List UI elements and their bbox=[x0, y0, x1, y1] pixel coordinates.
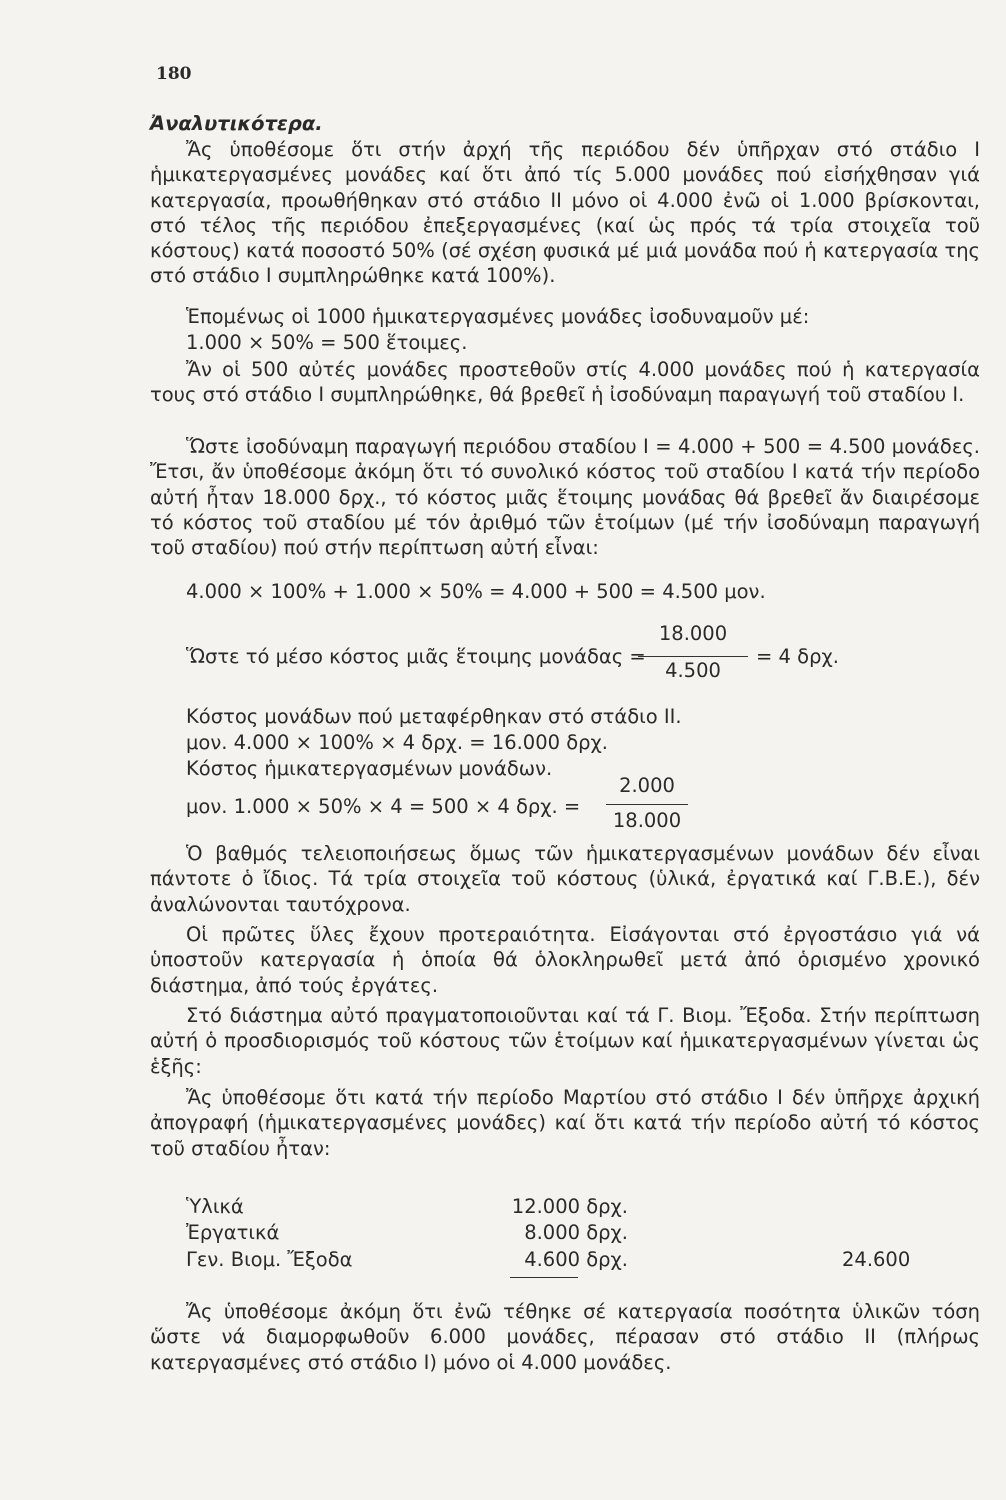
cost-label-labor: Ἐργατικά bbox=[186, 1221, 280, 1244]
semi-label: Κόστος ἡμικατεργασμένων μονάδων. bbox=[186, 757, 553, 780]
paragraph-4: Ὁ βαθμός τελειοποιήσεως ὅμως τῶν ἡμικατεργασμένων μονάδων δέν εἶναι πάντοτε ὁ ἴδιος. Τά τρία στοιχεῖα τοῦ κόστους (ὑλικά, ἐργατικά καί Γ.Β.Ε.), δέν ἀναλώνονται ταυτόχρονα. bbox=[150, 842, 980, 916]
cost-amount-materials: 12.000 δρχ. bbox=[511, 1195, 628, 1218]
unit-cost-label: Ὥστε τό μέσο κόστος μιᾶς ἕτοιμης μονάδας = bbox=[186, 645, 646, 668]
cost-sum-underline bbox=[510, 1277, 578, 1278]
transferred-calc: μον. 4.000 × 100% × 4 δρχ. = 16.000 δρχ. bbox=[186, 731, 608, 754]
line-consequently: Ἑπομένως οἱ 1000 ἡμικατεργασμένες μονάδες ἰσοδυναμοῦν μέ: bbox=[186, 305, 810, 328]
paragraph-8: Ἄς ὑποθέσομε ἀκόμη ὅτι ἐνῶ τέθηκε σέ κατεργασία ποσότητα ὑλικῶν τόση ὥστε νά διαμορφωθοῦν 6.000 μονάδες, πέρασαν στό στάδιο II (πλήρως κατεργασμένες στό στάδιο I) μόνο οἱ 4.000 μονάδες. bbox=[150, 1300, 980, 1374]
paragraph-7: Ἄς ὑποθέσομε ὅτι κατά τήν περίοδο Μαρτίου στό στάδιο I δέν ὑπῆρχε ἀρχική ἀπογραφή (ἡμικατεργασμένες μονάδες) καί ὅτι κατά τήν περίοδο αὐτή τό κόστος τοῦ σταδίου ἦταν: bbox=[150, 1086, 980, 1160]
semi-denominator: 18.000 bbox=[612, 809, 682, 832]
paragraph-2: Ἄν οἱ 500 αὐτές μονάδες προστεθοῦν στίς 4.000 μονάδες πού ἡ κατεργασία τους στό στάδιο I συμπληρώθηκε, θά βρεθεῖ ἡ ἰσοδύναμη παραγωγή τοῦ σταδίου I. bbox=[150, 358, 980, 407]
paragraph-3: Ὥστε ἰσοδύναμη παραγωγή περιόδου σταδίου I = 4.000 + 500 = 4.500 μονάδες. Ἔτσι, ἄν ὑποθέσομε ἀκόμη ὅτι τό συνολικό κόστος τοῦ σταδίου I κατά τήν περίοδο αὐτή ἦταν 18.000 δρχ., τό κόστος μιᾶς ἕτοιμης μονάδας θά βρεθεῖ ἄν διαιρέσομε τό κόστος τοῦ σταδίου μέ τόν ἀριθμό τῶν ἑτοίμων (μέ τήν ἰσοδύναμη παραγωγή τοῦ σταδίου) πού στήν περίπτωση αὐτή εἶναι: bbox=[150, 435, 980, 560]
cost-label-overhead: Γεν. Βιομ. Ἔξοδα bbox=[186, 1248, 353, 1271]
cost-total: 24.600 bbox=[842, 1248, 911, 1271]
semi-numerator: 2.000 bbox=[619, 774, 675, 797]
paragraph-6: Στό διάστημα αὐτό πραγματοποιοῦνται καί τά Γ. Βιομ. Ἔξοδα. Στήν περίπτωση αὐτή ὁ προσδιορισμός τοῦ κόστους τῶν ἑτοίμων καί ἡμικατεργασμένων γίνεται ὡς ἑξῆς: bbox=[150, 1004, 980, 1078]
cost-label-materials: Ὑλικά bbox=[186, 1195, 244, 1218]
line-calc-1: 1.000 × 50% = 500 ἕτοιμες. bbox=[186, 331, 468, 354]
cost-amount-overhead: 4.600 δρχ. bbox=[524, 1248, 628, 1271]
unit-cost-numerator: 18.000 bbox=[658, 622, 728, 645]
section-heading: Ἀναλυτικότερα. bbox=[150, 112, 323, 135]
semi-calc: μον. 1.000 × 50% × 4 = 500 × 4 δρχ. = bbox=[186, 795, 581, 818]
page-number: 180 bbox=[156, 64, 192, 84]
unit-cost-denominator: 4.500 bbox=[665, 659, 721, 682]
paragraph-1: Ἄς ὑποθέσομε ὅτι στήν ἀρχή τῆς περιόδου δέν ὑπῆρχαν στό στάδιο I ἡμικατεργασμένες μονάδες καί ὅτι ἀπό τίς 5.000 μονάδες πού εἰσήχθησαν γιά κατεργασία, προωθήθηκαν στό στάδιο II μόνο οἱ 4.000 ἐνῶ οἱ 1.000 βρίσκονται, στό τέλος τῆς περιόδου ἐπεξεργασμένες (καί ὡς πρός τά τρία στοιχεῖα τοῦ κόστους) κατά ποσοστό 50% (σέ σχέση φυσικά μέ μιά μονάδα πού ἡ κατεργασία της στό στάδιο I συμπληρώθηκε κατά 100%). bbox=[150, 138, 980, 288]
paragraph-5: Οἱ πρῶτες ὕλες ἔχουν προτεραιότητα. Εἰσάγονται στό ἐργοστάσιο γιά νά ὑποστοῦν κατεργασία ἡ ὁποία θά ὁλοκληρωθεῖ μετά ἀπό ὁρισμένο χρονικό διάστημα, ἀπό τούς ἐργάτες. bbox=[150, 923, 980, 997]
line-calc-2: 4.000 × 100% + 1.000 × 50% = 4.000 + 500 = 4.500 μον. bbox=[186, 580, 766, 603]
transferred-label: Κόστος μονάδων πού μεταφέρθηκαν στό στάδιο II. bbox=[186, 705, 682, 728]
unit-cost-result: = 4 δρχ. bbox=[756, 645, 839, 668]
cost-amount-labor: 8.000 δρχ. bbox=[524, 1221, 628, 1244]
unit-cost-fraction-bar bbox=[638, 656, 748, 657]
semi-fraction-bar bbox=[606, 804, 688, 805]
